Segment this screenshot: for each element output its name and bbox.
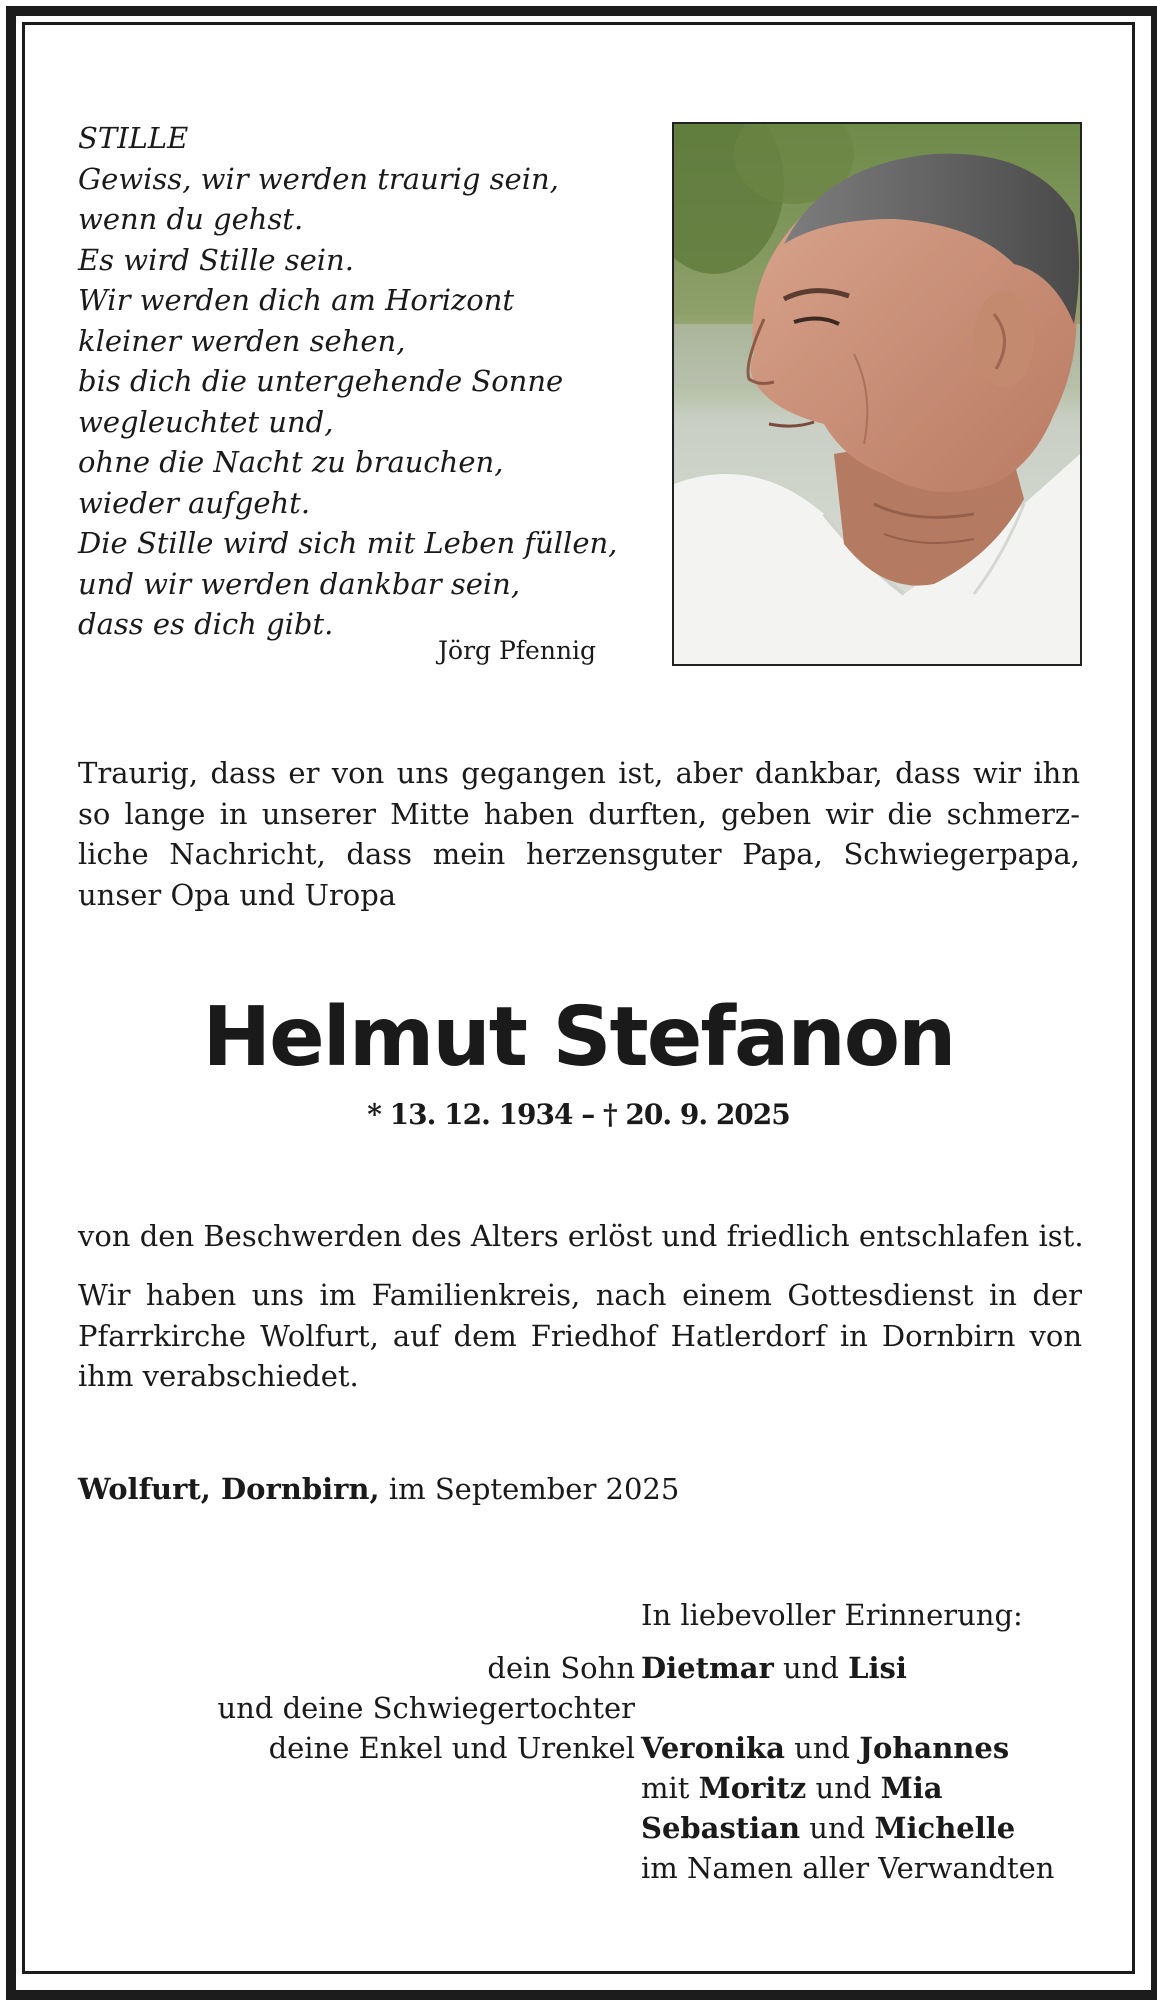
poem-author: Jörg Pfennig [438, 636, 597, 665]
poem-line: kleiner werden sehen, [78, 323, 406, 358]
grandchildren-label: deine Enkel und Urenkel [268, 1731, 635, 1765]
poem-line: und wir werden dankbar sein, [78, 566, 521, 601]
daughter-in-law-label: und deine Schwiegertochter [217, 1691, 635, 1725]
portrait-illustration [674, 124, 1080, 664]
grandchild-name: Johannes [859, 1731, 1010, 1765]
place-date [78, 1472, 679, 1506]
with-word: mit [641, 1771, 699, 1805]
conjunction: und [806, 1771, 881, 1805]
grandchild-name: Mia [880, 1771, 943, 1805]
poem-title: STILLE [78, 121, 189, 155]
intro-line: liche Nachricht, dass mein herzensguter Papa, Schwiegerpapa, [78, 837, 1080, 871]
poem-line: Die Stille wird sich mit Leben füllen, [78, 526, 618, 560]
farewell-line: ihm verabschiedet. [78, 1359, 359, 1393]
poem [78, 118, 638, 645]
closing-line: im Namen aller Verwandten [641, 1851, 1055, 1885]
poem-line: wegleuchtet und, [78, 404, 334, 439]
poem-line: dass es dich gibt. [78, 607, 334, 641]
grandchildren-names-2 [641, 1768, 943, 1809]
portrait-photo [672, 122, 1082, 666]
grandchild-name: Moritz [698, 1771, 807, 1805]
grandchild-name: Sebastian [641, 1811, 801, 1845]
intro-line: so lange in unserer Mitte haben durften, geben wir die schmerz- [78, 796, 1080, 831]
farewell-line: Wir haben uns im Familienkreis, nach einem Gottesdienst in der [78, 1278, 1082, 1312]
son-name: Dietmar [641, 1651, 774, 1685]
intro-line: unser Opa und Uropa [78, 877, 397, 912]
passing-statement [78, 1216, 1082, 1257]
poem-line: bis dich die untergehende Sonne [78, 364, 564, 398]
poem-line: wenn du gehst. [78, 202, 304, 236]
remembrance-heading: In liebevoller Erinnerung: [641, 1598, 1023, 1632]
poem-line: wieder aufgeht. [78, 485, 311, 520]
conjunction: und [784, 1731, 860, 1765]
poem-line: Gewiss, wir werden traurig sein, [78, 161, 559, 196]
passing-line: von den Beschwerden des Alters erlöst und friedlich entschlafen ist. [78, 1219, 1084, 1253]
life-dates: * 13. 12. 1934 – † 20. 9. 2025 [367, 1098, 790, 1131]
intro-paragraph [78, 753, 1080, 915]
intro-line: Traurig, dass er von uns gegangen ist, aber dankbar, dass wir ihn [78, 756, 1080, 790]
poem-line: Wir werden dich am Horizont [78, 283, 515, 317]
son-label: dein Sohn [487, 1651, 635, 1685]
farewell-paragraph [78, 1275, 1082, 1397]
poem-line: ohne die Nacht zu brauchen, [78, 445, 504, 479]
grandchildren-names-3 [641, 1808, 1015, 1849]
conjunction: und [773, 1651, 849, 1685]
deceased-name: Helmut Stefanon [202, 990, 955, 1085]
grandchild-name: Michelle [874, 1811, 1016, 1845]
grandchildren-names-1 [641, 1728, 1009, 1769]
place-month: im September 2025 [379, 1472, 680, 1506]
place-name: Wolfurt, Dornbirn, [78, 1472, 380, 1506]
son-partner-name: Lisi [848, 1651, 907, 1685]
son-names [641, 1648, 907, 1689]
conjunction: und [800, 1811, 875, 1845]
grandchild-name: Veronika [641, 1731, 785, 1765]
farewell-line: Pfarrkirche Wolfurt, auf dem Friedhof Hatlerdorf in Dornbirn von [78, 1318, 1082, 1353]
poem-line: Es wird Stille sein. [78, 242, 354, 277]
